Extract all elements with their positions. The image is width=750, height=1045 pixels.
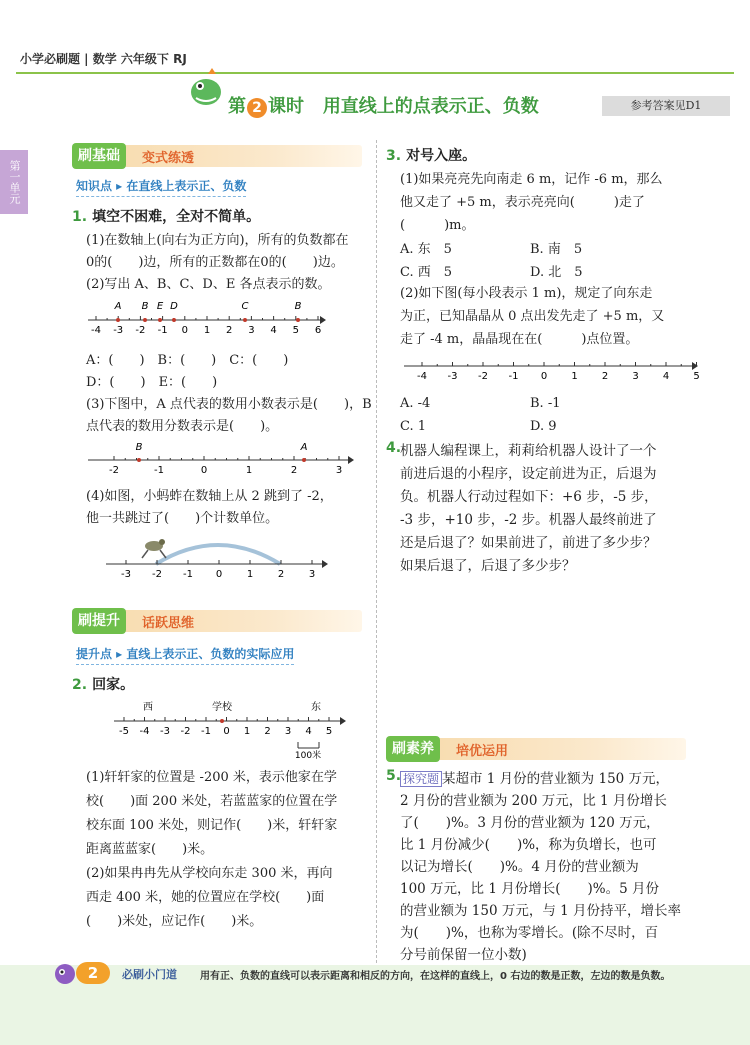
q5-line6: 100 万元，比 1 月份增长( )%。5 月份 — [400, 881, 659, 897]
q3-part1 — [400, 168, 663, 237]
section-improve-banner — [72, 610, 362, 632]
section-improve-badge: 刷提升 — [72, 608, 126, 634]
q3-line-tick-label: 0 — [540, 371, 548, 382]
q1-point-e — [158, 318, 162, 322]
q1-point-b2 — [296, 318, 300, 322]
q1-line2-tick-label: -1 — [157, 325, 168, 336]
q3-line-tick-label: 5 — [693, 371, 700, 382]
q1-number-line-4 — [104, 528, 334, 584]
lesson-suffix: 课时 — [268, 96, 304, 117]
book-title: 小学必刷题 | 数学 六年级下 RJ — [20, 52, 187, 66]
q1-line3-point-a — [302, 458, 306, 462]
q1-answer-row1: A：( ) B：( ) C：( ) — [86, 353, 289, 368]
q3-option-d2[interactable]: D. 9 — [530, 419, 557, 434]
q1-number: 1. — [72, 209, 88, 225]
q1-answers — [86, 350, 372, 438]
q1-title: 填空不困难，全对不简单。 — [92, 209, 261, 225]
q2-line-tick-label: 0 — [223, 726, 230, 737]
q5-number: 5. — [386, 768, 402, 784]
q1-point-c — [243, 318, 247, 322]
q3-line-tick-label: 1 — [571, 371, 578, 382]
q3-p1-line2: 他又走了 +5 m，表示亮亮向( )走了 — [400, 195, 645, 210]
q3-option-c2[interactable]: C. 1 — [400, 419, 427, 434]
q2-label-school: 学校 — [212, 702, 232, 713]
page-number: 2 — [76, 962, 110, 984]
q2-number-line — [112, 696, 352, 760]
jump-arc — [156, 545, 280, 564]
q1-line4-tick-label: 0 — [215, 569, 223, 580]
q1-p4-line1: (4)如图，小蚂蚱在数轴上从 2 跳到了 -2， — [86, 489, 333, 504]
q3-number: 3. — [386, 148, 402, 164]
school-point — [220, 719, 224, 723]
q2-scale-label: 100米 — [294, 751, 322, 760]
q1-line3-tick-label: -2 — [109, 465, 119, 476]
q1-line3-tick-label: -1 — [154, 465, 164, 476]
q1-line4-tick-label: 1 — [246, 569, 254, 580]
improve-point: 提升点 ▸ 直线上表示正、负数的实际应用 — [76, 645, 294, 665]
lesson-prefix: 第 — [228, 96, 246, 117]
q1-line4-tick-label: 2 — [277, 569, 285, 580]
q3-header — [386, 145, 476, 165]
q1-p2: (2)写出 A、B、C、D、E 各点表示的数。 — [86, 277, 331, 292]
q1-line3-tick-label: 3 — [335, 465, 343, 476]
q1-line4-tick-label: 3 — [308, 569, 316, 580]
q1-p1-line2: 0的( )边，所有的正数都在0的( )边。 — [86, 255, 344, 270]
q3-line-tick-label: -2 — [478, 371, 488, 382]
q1-line2-tick-label: 1 — [203, 325, 211, 336]
q4-line6: 如果后退了，后退了多少步？ — [400, 558, 576, 574]
q2-p1-line3: 校东面 100 米处，则记作( )米，轩轩家 — [86, 818, 338, 833]
q2-line-tick-label: -4 — [139, 726, 150, 737]
q2-line-tick-label: -1 — [201, 726, 211, 737]
q1-point-label-c: C — [241, 301, 249, 312]
q4-line3: 负。机器人行动过程如下：+6 步，-5 步， — [400, 489, 658, 505]
q4-line1: 机器人编程课上，莉莉给机器人设计了一个 — [400, 443, 657, 459]
lesson-number: 2 — [247, 98, 267, 118]
q2-line-tick-label: 3 — [284, 726, 292, 737]
q5-tag: 探究题 — [400, 771, 442, 787]
q1-header — [72, 206, 260, 226]
q5-line5: 以记为增长( )%。4 月份的营业额为 — [400, 859, 639, 875]
q3-number-line — [402, 356, 702, 388]
section-literacy-banner — [386, 738, 686, 760]
q3-line-tick-label: 4 — [662, 371, 670, 382]
section-basic-banner — [72, 145, 362, 167]
q2-line-tick-label: -5 — [119, 726, 129, 737]
q1-line3-tick-label: 0 — [200, 465, 208, 476]
q2-number: 2. — [72, 677, 88, 693]
section-basic-badge: 刷基础 — [72, 143, 126, 169]
q1-point-label-b2: B — [294, 301, 302, 312]
q2-line-tick-label: 2 — [264, 726, 271, 737]
q1-line3-point-b — [137, 458, 141, 462]
q2-p2-line2: 西走 400 米，她的位置应在学校( )面 — [86, 890, 325, 905]
q3-p2-line3: 走了 -4 m，晶晶现在在( )点位置。 — [400, 332, 639, 347]
q2-line-tick-label: -3 — [160, 726, 170, 737]
q1-number-line-3 — [86, 440, 356, 480]
q1-point-label-a: A — [114, 301, 122, 312]
q3-p1-line3: ( )m。 — [400, 218, 475, 233]
q5-line2: 2 月份的营业额为 200 万元，比 1 月份增长 — [400, 793, 667, 809]
header-divider — [16, 72, 734, 74]
section-basic-subtitle: 变式练透 — [142, 151, 195, 166]
q3-option-b2[interactable]: B. -1 — [530, 396, 561, 411]
q3-option-b1[interactable]: B. 南 5 — [530, 242, 583, 257]
q1-part4 — [86, 486, 333, 530]
q1-line3-tick-label: 1 — [245, 465, 253, 476]
q3-p1-line1: (1)如果亮亮先向南走 6 m，记作 -6 m，那么 — [400, 172, 663, 187]
q1-point-label-e: E — [156, 301, 164, 312]
q3-title: 对号入座。 — [406, 148, 477, 164]
q1-line2-tick-label: 6 — [314, 325, 322, 336]
q2-p2-line1: (2)如果冉冉先从学校向东走 300 米，再向 — [86, 866, 333, 881]
q4-line2: 前进后退的小程序，设定前进为正，后退为 — [400, 466, 657, 482]
q1-p3-line2: 点代表的数用分数表示是( )。 — [86, 419, 279, 434]
q1-line3-tick-label: 2 — [290, 465, 298, 476]
q5-body — [400, 768, 681, 966]
footer-monster-icon — [52, 960, 78, 986]
q2-p1-line4: 距离蓝蓝家( )米。 — [86, 842, 214, 857]
q1-line4-tick-label: -1 — [183, 569, 193, 580]
q1-point-label-d: D — [170, 301, 178, 312]
lesson-title-text: 用直线上的点表示正、负数 — [322, 96, 539, 117]
q3-option-d1[interactable]: D. 北 5 — [530, 265, 583, 280]
q3-line-tick-label: 2 — [601, 371, 609, 382]
q1-p4-line2: 他一共跳过了( )个计数单位。 — [86, 511, 279, 526]
q2-line-tick-label: 4 — [305, 726, 312, 737]
q1-line3-label-a: A — [300, 442, 308, 453]
q1-point-label-b1: B — [141, 301, 149, 312]
q2-title: 回家。 — [92, 677, 135, 693]
q3-line-tick-label: -3 — [447, 371, 458, 382]
footer-tip: 用有正、负数的直线可以表示距离和相反的方向，在这样的直线上，0 右边的数是正数，左边的数是负数。 — [200, 971, 671, 982]
q2-header — [72, 674, 134, 694]
q5-line9: 分号前保留一位小数) — [400, 947, 527, 963]
q3-part2 — [400, 282, 664, 351]
q3-option-a2[interactable]: A. -4 — [400, 396, 431, 411]
q1-p3-line1: (3)下图中，A 点代表的数用小数表示是( )，B — [86, 397, 372, 412]
q1-line4-tick-label: -2 — [152, 569, 162, 580]
q1-point-b1 — [143, 318, 147, 322]
q5-line4: 比 1 月份减少( )%，称为负增长，也可 — [400, 837, 657, 853]
knowledge-point: 知识点 ▸ 在直线上表示正、负数 — [76, 177, 246, 197]
q1-p1-line1: (1)在数轴上(向右为正方向)，所有的负数都在 — [86, 233, 349, 248]
dinosaur-mascot-icon — [186, 66, 226, 110]
q3-option-c1[interactable]: C. 西 5 — [400, 265, 453, 280]
section-literacy-badge: 刷素养 — [386, 736, 440, 762]
unit-side-tab: 第一单元 — [0, 150, 28, 214]
q1-line2-tick-label: -3 — [113, 325, 124, 336]
q2-line-tick-label: -2 — [180, 726, 191, 737]
q5-line7: 的营业额为 150 万元，与 1 月份持平，增长率 — [400, 903, 682, 919]
column-divider — [376, 140, 377, 968]
q1-line2-tick-label: -2 — [135, 325, 146, 336]
q1-line4-tick-label: -3 — [121, 569, 131, 580]
q2-p1-line1: (1)轩轩家的位置是 -200 米，表示他家在学 — [86, 770, 337, 785]
q1-line2-tick-label: 4 — [270, 325, 277, 336]
q2-line-tick-label: 1 — [243, 726, 251, 737]
q1-point-a — [116, 318, 120, 322]
q2-p1-line2: 校( )面 200 米处，若蓝蓝家的位置在学 — [86, 794, 338, 809]
q3-option-a1[interactable]: A. 东 5 — [400, 242, 452, 257]
q1-point-d — [172, 318, 176, 322]
q1-line2-tick-label: 3 — [248, 325, 255, 336]
q5-line3: 了( )%。3 月份的营业额为 120 万元， — [400, 815, 660, 831]
q1-line2-tick-label: -4 — [91, 325, 101, 336]
q2-p2-line3: ( )米处，应记作( )米。 — [86, 914, 263, 929]
q4-line5: 还是后退了？如果前进了，前进了多少步？ — [400, 535, 657, 551]
q2-label-west: 西 — [143, 702, 153, 713]
q3-line-tick-label: -4 — [417, 371, 427, 382]
section-literacy-subtitle: 培优运用 — [456, 744, 509, 759]
q1-line2-tick-label: 0 — [181, 325, 188, 336]
section-improve-subtitle: 话跃思维 — [142, 616, 195, 631]
q5-line8: 为( )%，也称为零增长。(除不尽时，百 — [400, 925, 659, 941]
grasshopper-icon — [142, 539, 166, 558]
footer-tag: 必刷小门道 — [122, 968, 177, 981]
q4-line4: -3 步，+10 步，-2 步。机器人最终前进了 — [400, 512, 657, 528]
answer-reference: 参考答案见D1 — [602, 96, 730, 116]
q5-line1: 某超市 1 月份的营业额为 150 万元， — [442, 771, 670, 787]
lesson-title — [228, 92, 539, 118]
q1-part1 — [86, 230, 349, 296]
q3-line-tick-label: -1 — [508, 371, 519, 382]
q1-number-line-2 — [86, 298, 326, 340]
q3-p2-line1: (2)如下图(每小段表示 1 m)，规定了向东走 — [400, 286, 653, 301]
q1-line2-tick-label: 2 — [226, 325, 233, 336]
q3-p2-line2: 为正，已知晶晶从 0 点出发先走了 +5 m，又 — [400, 309, 665, 324]
q2-body — [86, 766, 337, 934]
q4-body — [400, 440, 658, 578]
q3-line-tick-label: 3 — [632, 371, 639, 382]
q1-answer-row2: D：( ) E：( ) — [86, 375, 218, 390]
q4-number: 4. — [386, 440, 402, 456]
q1-line3-label-b: B — [135, 442, 143, 453]
q2-line-tick-label: 5 — [325, 726, 333, 737]
q1-line2-tick-label: 5 — [292, 325, 299, 336]
q2-label-east: 东 — [311, 702, 321, 713]
